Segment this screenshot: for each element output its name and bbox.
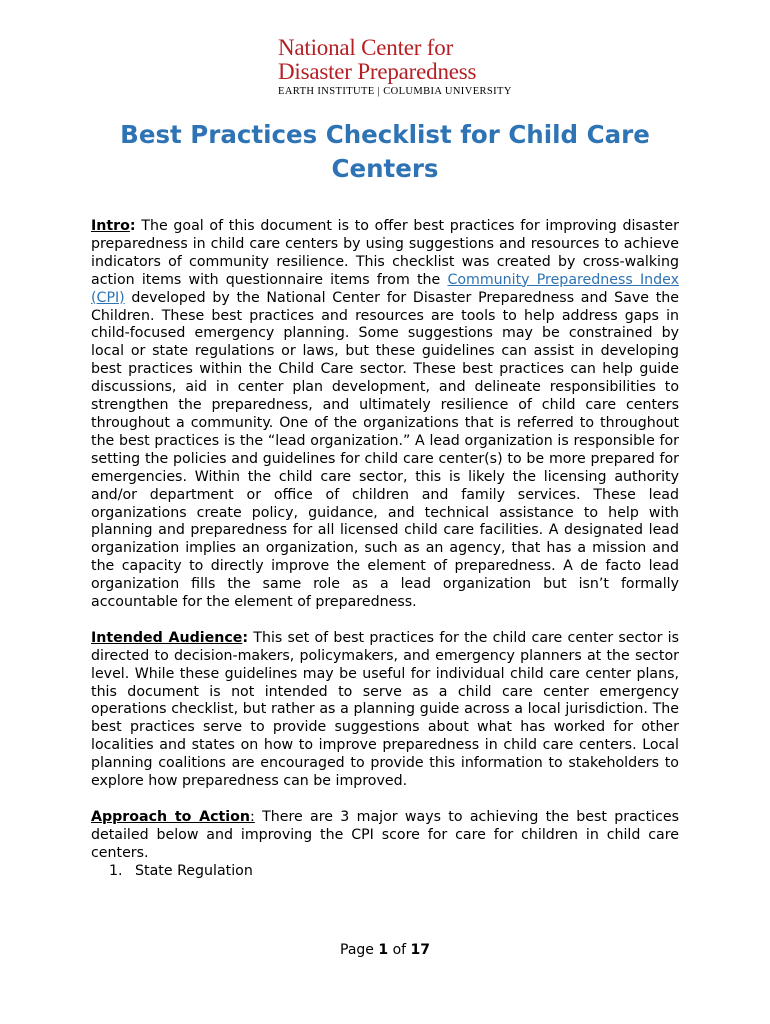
document-body [91, 218, 679, 881]
document-title: Best Practices Checklist for Child Care Centers [120, 120, 650, 183]
logo-subtitle: EARTH INSTITUTE | COLUMBIA UNIVERSITY [278, 86, 512, 97]
page-word: Page [340, 942, 374, 958]
of-word: of [392, 942, 407, 958]
intro-paragraph [91, 218, 679, 612]
audience-paragraph [91, 630, 679, 791]
total-pages: 17 [410, 942, 430, 958]
logo-line-1: National Center for [278, 35, 454, 60]
audience-text: This set of best practices for the child care center sector is directed to decision-makers, policymakers, and emergency planners at the sector level. While these guidelines may be useful for individual child care center plans, this document is not intended to serve as a child care center emergency operations checklist, but rather as a planning guide across a local jurisdiction. The best practices serve to provide suggestions about what has worked for other localities and states on how to improve preparedness in child care centers. Local planning coalitions are encouraged to provide this information to stakeholders to explore how preparedness can be improved. [91, 629, 679, 790]
list-item [109, 863, 679, 881]
page-footer [0, 942, 770, 958]
intro-colon: : [129, 218, 136, 234]
logo-line-2: Disaster Preparedness [278, 59, 477, 84]
intro-text-2: developed by the National Center for Disaster Preparedness and Save the Children. These best practices and resources are tools to help address gaps in child-focused emergency planning. Some suggestions may be constrained by local or state regulations or laws, but these guidelines can assist in developing best practices within the Child Care sector. These best practices can help guide discussions, aid in center plan development, and delineate responsibilities to strengthen the preparedness, and ultimately resilience of child care centers throughout a community. One of the organizations that is referred to throughout the best practices is the “lead organization.” A lead organization is responsible for setting the policies and guidelines for child care center(s) to be more prepared for emergencies. Within the child care sector, this is likely the licensing authority and/or department or office of children and family services. These lead organizations create policy, guidance, and technical assistance to help with planning and preparedness for all licensed child care facilities. A designated lead organization implies an organization, such as an agency, that has a mission and the capacity to directly improve the element of preparedness. A de facto lead organization fills the same role as a lead organization but isn’t formally accountable for the element of preparedness. [91, 289, 679, 611]
page-number: 1 [378, 942, 389, 958]
approach-text: There are 3 major ways to achieving the best practices detailed below and improving the CPI score for care for children in child care centers. [91, 808, 679, 861]
approach-paragraph [91, 809, 679, 863]
intro-text-1: The goal of this document is to offer best practices for improving disaster preparedness in child care centers by using suggestions and resources to achieve indicators of community resilience. This checklist was created by cross-walking action items with questionnaire items from the [91, 218, 679, 288]
cpi-link[interactable]: Community Preparedness Index (CPI) [91, 271, 680, 306]
ncdp-logo [278, 35, 512, 97]
intro-label: Intro [91, 218, 130, 234]
audience-colon: : [242, 629, 249, 646]
list-item-text: State Regulation [135, 862, 253, 879]
approach-list [91, 863, 679, 881]
approach-colon: : [250, 808, 255, 825]
list-item-number: 1. [109, 862, 123, 879]
audience-label: Intended Audience [91, 629, 243, 646]
approach-label: Approach to Action [91, 808, 251, 825]
